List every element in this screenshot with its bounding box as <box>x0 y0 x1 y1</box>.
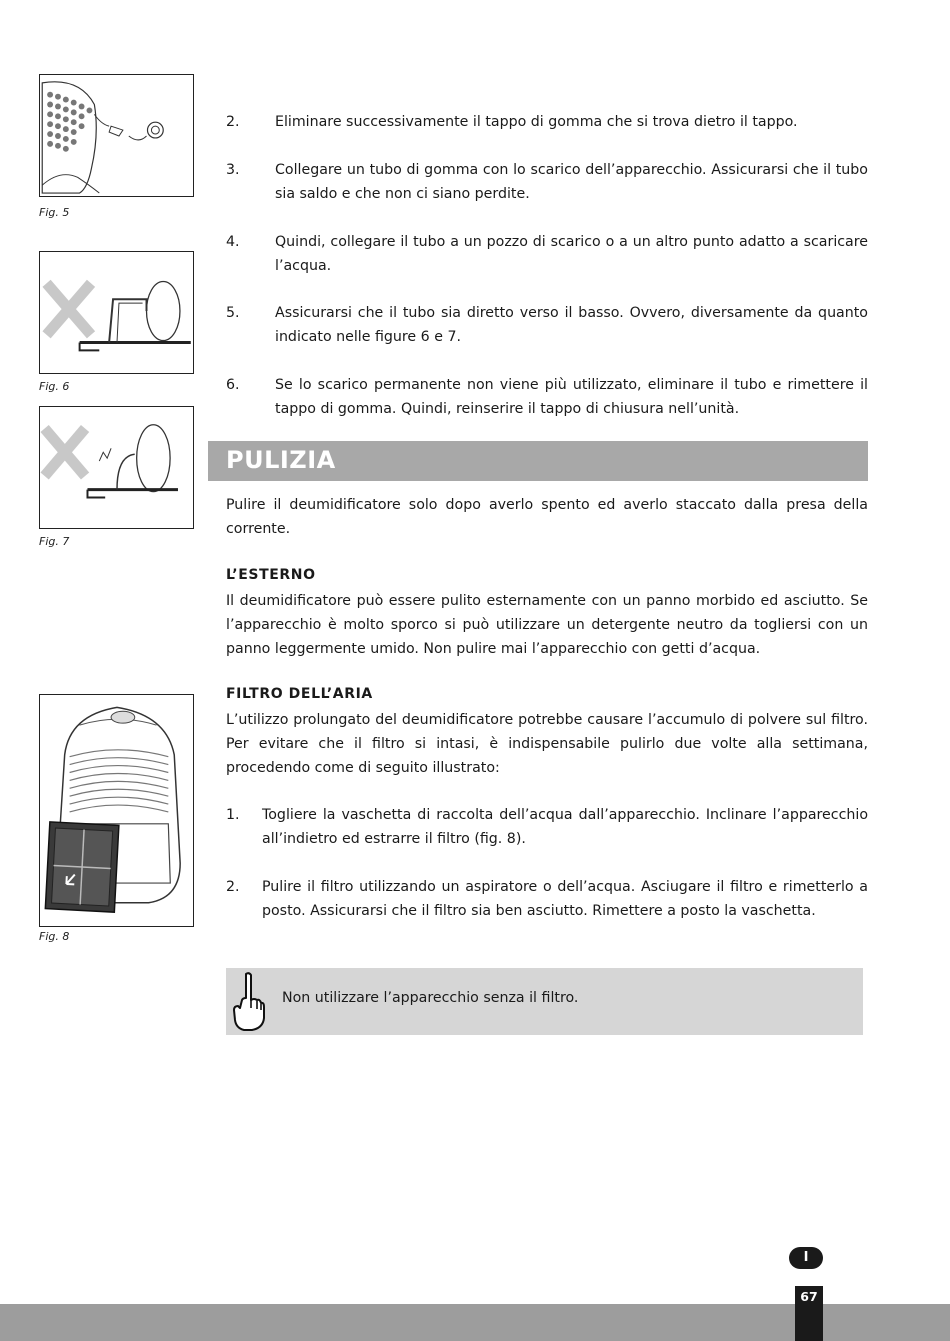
step-number: 2. <box>226 114 240 130</box>
step-text: Assicurarsi che il tubo sia diretto verso il basso. Ovvero, diversamente da quanto indicato nelle figure 6 e 7. <box>275 305 868 345</box>
step-text: Togliere la vaschetta di raccolta dell’acqua dall’apparecchio. Inclinare l’apparecchio all’indietro ed estrarre il filtro (fig. 8). <box>262 807 868 847</box>
step-3 <box>226 158 868 206</box>
warning-note <box>226 968 863 1035</box>
filtro-text: L’utilizzo prolungato del deumidificatore potrebbe causare l’accumulo di polvere sul filtro. Per evitare che il filtro si intasi, è indispensabile pulirlo due volte alla settimana, procedendo come di seguito illustrato: <box>226 712 868 776</box>
figure-6 <box>39 251 194 374</box>
wrong-hose-illustration-2 <box>40 407 193 528</box>
step-2 <box>226 110 868 134</box>
section-title: PULIZIA <box>226 446 336 474</box>
pointing-hand-icon <box>230 970 266 1032</box>
esterno-heading: L’ESTERNO <box>226 567 316 583</box>
filtro-heading: FILTRO DELL’ARIA <box>226 686 373 702</box>
esterno-text: Il deumidificatore può essere pulito esternamente con un panno morbido ed asciutto. Se l’apparecchio è molto sporco si può utilizzare un detergente neutro da togliersi con un panno leggermente umido. Non pulire mai l’apparecchio con getti d’acqua. <box>226 593 868 657</box>
drain-plug-illustration <box>40 75 193 196</box>
note-text: Non utilizzare l’apparecchio senza il filtro. <box>282 990 579 1006</box>
step-text: Pulire il filtro utilizzando un aspiratore o dell’acqua. Asciugare il filtro e rimetterlo a posto. Assicurarsi che il filtro sia ben asciutto. Rimettere a posto la vaschetta. <box>262 879 868 919</box>
step-text: Se lo scarico permanente non viene più utilizzato, eliminare il tubo e rimettere il tappo di gomma. Quindi, reinserire il tappo di chiusura nell’unità. <box>275 377 868 417</box>
filter-step-1 <box>226 803 868 851</box>
figure-7 <box>39 406 194 529</box>
step-6 <box>226 373 868 421</box>
page-number: 67 <box>795 1286 823 1341</box>
step-5 <box>226 301 868 349</box>
wrong-hose-illustration-1 <box>40 252 193 373</box>
section-intro: Pulire il deumidificatore solo dopo averlo spento ed averlo staccato dalla presa della corrente. <box>226 497 868 537</box>
language-badge: I <box>789 1247 823 1269</box>
section-heading-bar <box>208 441 868 481</box>
step-number: 6. <box>226 377 240 393</box>
step-text: Eliminare successivamente il tappo di gomma che si trova dietro il tappo. <box>275 114 798 130</box>
step-number: 4. <box>226 234 240 250</box>
step-text: Quindi, collegare il tubo a un pozzo di scarico o a un altro punto adatto a scaricare l’acqua. <box>275 234 868 274</box>
step-text: Collegare un tubo di gomma con lo scarico dell’apparecchio. Assicurarsi che il tubo sia saldo e che non ci siano perdite. <box>275 162 868 202</box>
figure-6-caption: Fig. 6 <box>39 380 70 393</box>
figure-7-caption: Fig. 7 <box>39 535 70 548</box>
filter-step-2 <box>226 875 868 923</box>
figure-5-caption: Fig. 5 <box>39 206 70 219</box>
figure-8 <box>39 694 194 927</box>
step-number: 1. <box>226 807 240 823</box>
step-number: 3. <box>226 162 240 178</box>
step-4 <box>226 230 868 278</box>
step-number: 2. <box>226 879 240 895</box>
figure-5 <box>39 74 194 197</box>
figure-8-caption: Fig. 8 <box>39 930 70 943</box>
filter-removal-illustration <box>40 695 193 926</box>
step-number: 5. <box>226 305 240 321</box>
